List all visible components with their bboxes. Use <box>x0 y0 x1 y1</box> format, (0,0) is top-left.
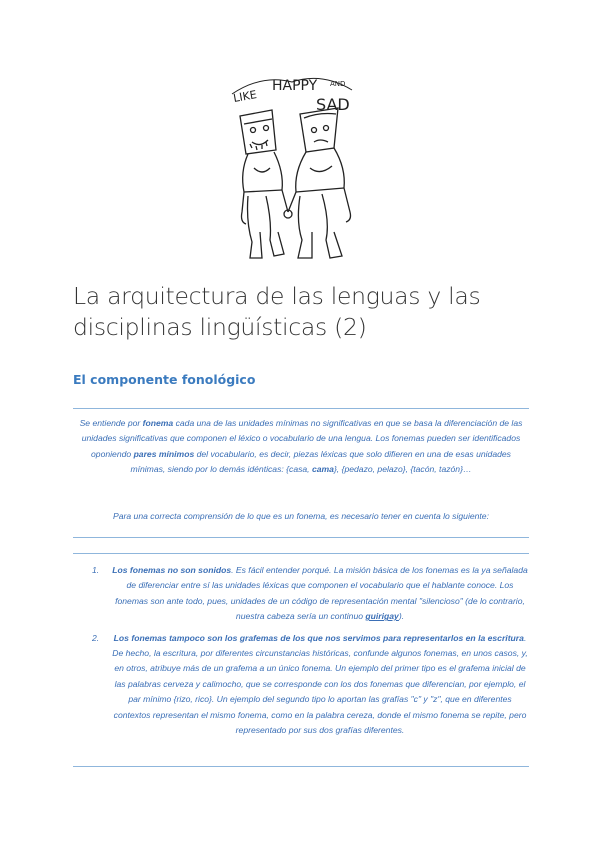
item-number: 2. <box>92 632 100 643</box>
divider-list-top <box>73 553 529 554</box>
svg-text:LIKE: LIKE <box>232 88 258 105</box>
item-text: . De hecho, la escritura, por diferentes circunstancias históricas, confunde algunos fonemas, en unos casos, y, en otros, atribuye más de un grafema a un único fonema. Un ejemplo del primer tipo es el grafema inicial de las palabras cerveza y calimocho, que se corresponde con los dos fonemas que diferencian, por ejemplo, el par mínimo {rizo, rico}. Un ejemplo del segundo tipo lo aportan las grafías "c" y "z", que en diferentes contextos representan el mismo fonema, como en la palabra cereza, donde el mismo fonema se repite, pero representado por sus dos grafías diferentes. <box>112 632 528 736</box>
list-item <box>92 631 528 739</box>
svg-text:HAPPY: HAPPY <box>272 78 318 94</box>
illustration-image <box>222 72 362 272</box>
divider-top <box>73 408 529 409</box>
divider-bottom <box>73 766 529 767</box>
intro-text: Se entiende por <box>79 418 143 428</box>
intro-definition <box>78 416 524 478</box>
item-text: ). <box>398 611 405 622</box>
intro-text: }, {pedazo, pelazo}, {tacón, tazón}… <box>333 464 472 475</box>
item-lead: Los fonemas no son sonidos <box>112 565 232 575</box>
example-cama: cama <box>311 464 334 475</box>
intro-text: del vocabulario, es decir, piezas léxicas que solo difieren en una de esas unidades mínimas, siendo por lo demás idénticas: {casa, <box>130 448 511 475</box>
term-fonema: fonema <box>142 418 174 428</box>
svg-text:AND: AND <box>330 80 346 88</box>
intro-note: Para una correcta comprensión de lo que es un fonema, es necesario tener en cuenta lo siguiente: <box>113 511 489 521</box>
item-lead: Los fonemas tampoco son los grafemas de los que nos servimos para representarlos en la escritura <box>113 632 524 643</box>
intro-text: cada una de las unidades mínimas no significativas en que se basa la diferenciación de las unidades significativas que componen el léxico o vocabulario de una lengua. Los fonemas pueden ser identificados oponiendo <box>81 418 523 459</box>
list-item <box>92 563 528 625</box>
guirigay-link[interactable]: guirigay <box>365 611 399 622</box>
item-number: 1. <box>92 565 100 575</box>
points-list <box>92 563 528 738</box>
page-title: La arquitectura de las lenguas y las disciplinas lingüísticas (2) <box>73 282 481 341</box>
item-text: . Es fácil entender porqué. La misión básica de los fonemas es la ya señalada de diferenciar entre sí las unidades léxicas que componen el vocabulario que el hablante conoce. Los fonemas son ante todo, pues, unidades de un código de representación mental "silencioso" (de lo contrario, nuestra cabeza sería un continuo <box>115 565 528 622</box>
svg-text:SAD: SAD <box>316 95 350 114</box>
term-pares-minimos: pares mínimos <box>133 448 195 459</box>
divider-middle <box>73 537 529 538</box>
section-heading: El componente fonológico <box>73 372 256 387</box>
sketch-two-figures-icon <box>222 72 362 272</box>
